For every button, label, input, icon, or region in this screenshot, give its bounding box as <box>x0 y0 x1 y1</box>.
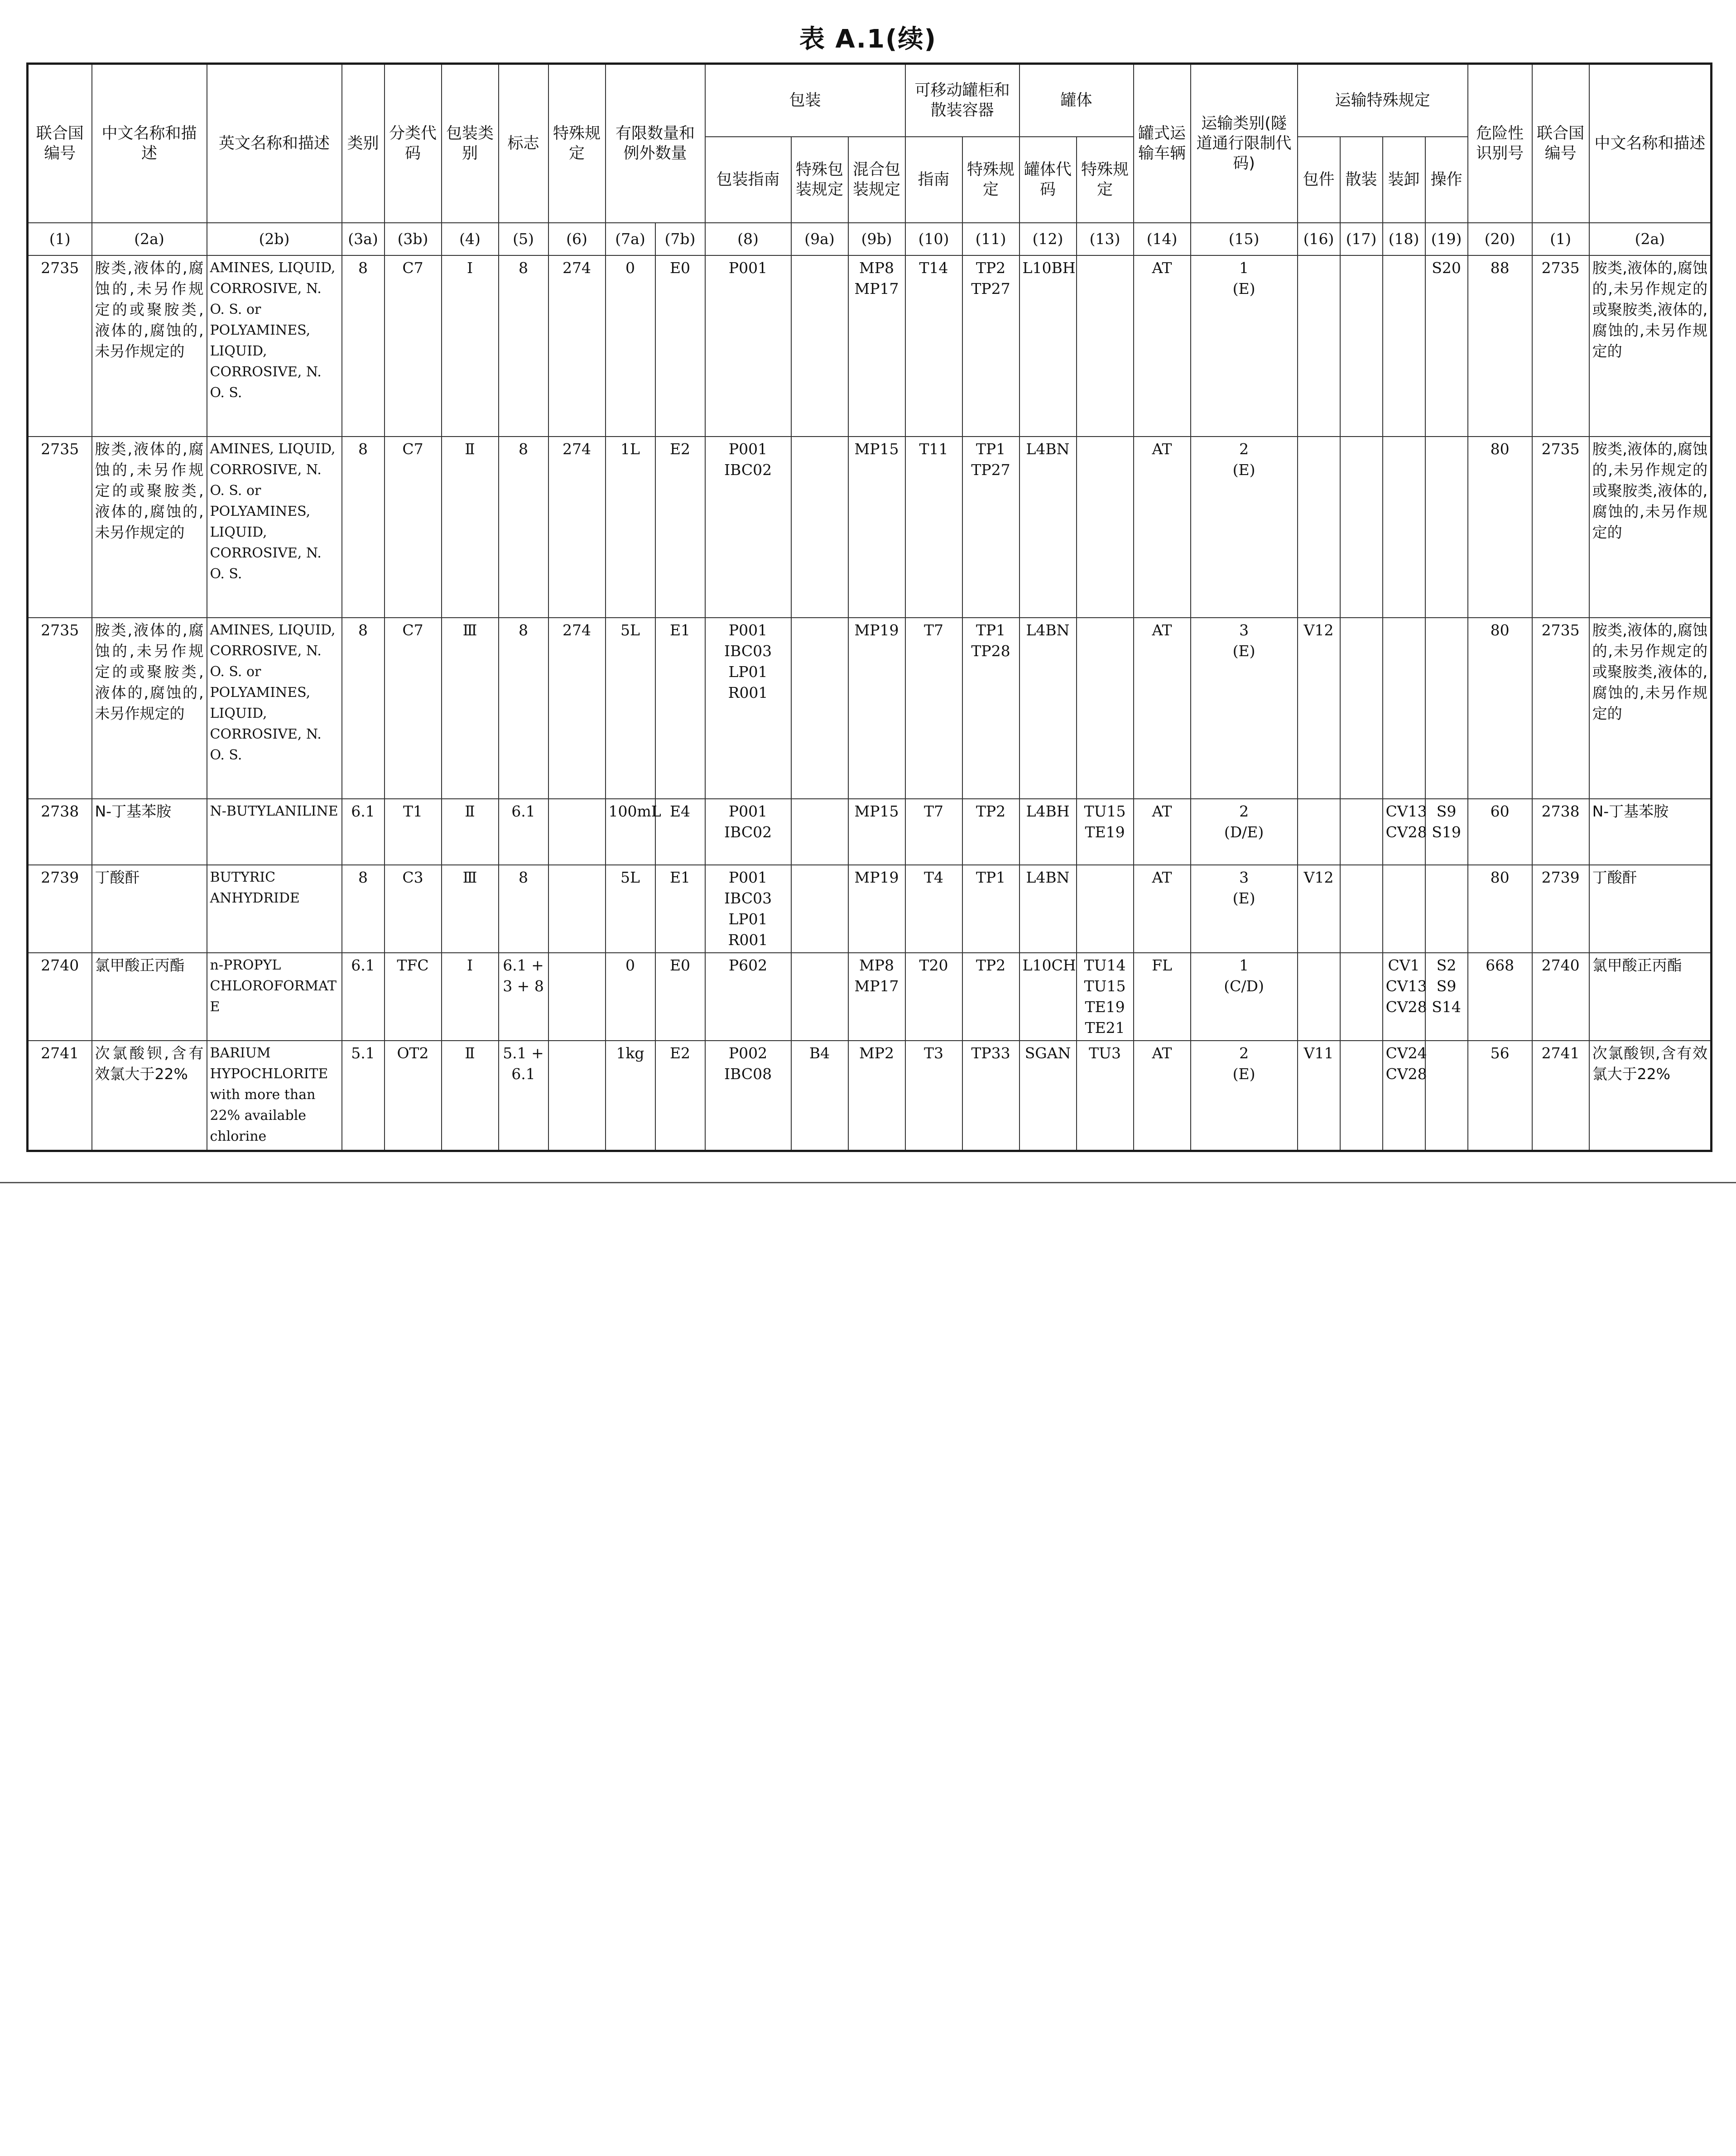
cell-name-zh-2: 丁酸酐 <box>1589 865 1712 953</box>
header-loading: 装卸 <box>1383 137 1425 223</box>
header-tank-special: 特殊规定 <box>1077 137 1134 223</box>
cell-hazard-id: 80 <box>1468 618 1532 799</box>
transport-category-value: 2 <box>1239 440 1249 458</box>
cell-tank-code: L4BN <box>1019 618 1077 799</box>
header-tank-special-provisions: 特殊规定 <box>962 137 1019 223</box>
header-transport-category: 运输类别(隧道通行限制代码) <box>1191 64 1298 223</box>
header-packing-instructions: 包装指南 <box>705 137 791 223</box>
table-row <box>28 437 1712 618</box>
cell-name-zh: 胺类,液体的,腐蚀的,未另作规定的或聚胺类,液体的,腐蚀的,未另作规定的 <box>92 255 207 437</box>
cell-label: 8 <box>499 618 548 799</box>
cell-mixed-packing: MP15 <box>848 437 905 618</box>
cell-limited-quantity: 100mL <box>606 799 655 865</box>
header-class-code: 分类代码 <box>385 64 442 223</box>
cell-special-provisions <box>548 1041 606 1151</box>
header-portable-tanks: 可移动罐柜和散装容器 <box>905 64 1019 137</box>
cell-operation <box>1425 437 1468 618</box>
cell-class-code: TFC <box>385 953 442 1041</box>
table-title: 表 A.1(续) <box>799 24 937 54</box>
column-number: (9b) <box>848 223 905 255</box>
cell-limited-quantity: 5L <box>606 865 655 953</box>
cell-special-provisions: 274 <box>548 437 606 618</box>
table-row <box>28 255 1712 437</box>
cell-vehicle: AT <box>1134 865 1191 953</box>
cell-bulk <box>1340 437 1383 618</box>
cell-transport-category <box>1191 953 1298 1041</box>
column-number: (9a) <box>791 223 848 255</box>
cell-transport-category <box>1191 865 1298 953</box>
column-number: (7a) <box>606 223 655 255</box>
column-number: (2b) <box>207 223 342 255</box>
column-number: (3a) <box>342 223 385 255</box>
cell-un-number: 2741 <box>28 1041 92 1151</box>
cell-bulk <box>1340 865 1383 953</box>
cell-tank-special: TU14 TU15 TE19 TE21 <box>1077 953 1134 1041</box>
cell-tank-special: TU15 TE19 <box>1077 799 1134 865</box>
cell-tank-code: L10CH <box>1019 953 1077 1041</box>
cell-name-en: BUTYRIC ANHYDRIDE <box>207 865 342 953</box>
cell-class-code: C3 <box>385 865 442 953</box>
header-class: 类别 <box>342 64 385 223</box>
transport-category-value: 3 <box>1239 621 1249 639</box>
column-number: (4) <box>442 223 499 255</box>
cell-name-en: AMINES, LIQUID, CORROSIVE, N. O. S. or POLYAMINES, LIQUID, CORROSIVE, N. O. S. <box>207 437 342 618</box>
cell-un-number: 2739 <box>28 865 92 953</box>
column-number: (8) <box>705 223 791 255</box>
cell-name-en: n-PROPYL CHLOROFORMATE <box>207 953 342 1041</box>
cell-hazard-id: 80 <box>1468 865 1532 953</box>
cell-label: 5.1 + 6.1 <box>499 1041 548 1151</box>
cell-packing-group: Ⅱ <box>442 799 499 865</box>
cell-name-zh-2: 胺类,液体的,腐蚀的,未另作规定的或聚胺类,液体的,腐蚀的,未另作规定的 <box>1589 618 1712 799</box>
cell-packages <box>1298 437 1340 618</box>
column-number: (20) <box>1468 223 1532 255</box>
column-number: (2a) <box>92 223 207 255</box>
cell-tank-special <box>1077 618 1134 799</box>
cell-loading: CV24 CV28 <box>1383 1041 1425 1151</box>
cell-class: 8 <box>342 437 385 618</box>
cell-transport-category <box>1191 618 1298 799</box>
cell-un-number: 2735 <box>28 255 92 437</box>
tunnel-code: (E) <box>1232 461 1255 479</box>
header-operation: 操作 <box>1425 137 1468 223</box>
cell-tank-instructions: T11 <box>905 437 962 618</box>
cell-packages <box>1298 953 1340 1041</box>
cell-loading <box>1383 618 1425 799</box>
header-limited-quantity: 有限数量和例外数量 <box>606 64 705 223</box>
column-number: (1) <box>1532 223 1589 255</box>
column-number: (2a) <box>1589 223 1712 255</box>
column-number: (13) <box>1077 223 1134 255</box>
cell-name-zh: 氯甲酸正丙酯 <box>92 953 207 1041</box>
cell-name-zh-2: 胺类,液体的,腐蚀的,未另作规定的或聚胺类,液体的,腐蚀的,未另作规定的 <box>1589 437 1712 618</box>
cell-mixed-packing: MP19 <box>848 865 905 953</box>
cell-un-number: 2735 <box>28 618 92 799</box>
cell-vehicle: AT <box>1134 799 1191 865</box>
cell-tank-special-provisions: TP2 <box>962 799 1019 865</box>
cell-un-number: 2735 <box>28 437 92 618</box>
header-un-no: 联合国编号 <box>28 64 92 223</box>
cell-label: 6.1 + 3 + 8 <box>499 953 548 1041</box>
cell-tank-special <box>1077 437 1134 618</box>
cell-packing-instructions: P602 <box>705 953 791 1041</box>
cell-excepted-quantity: E2 <box>655 1041 705 1151</box>
cell-tank-code: L4BN <box>1019 865 1077 953</box>
column-number: (12) <box>1019 223 1077 255</box>
cell-name-zh: 胺类,液体的,腐蚀的,未另作规定的或聚胺类,液体的,腐蚀的,未另作规定的 <box>92 618 207 799</box>
cell-bulk <box>1340 799 1383 865</box>
cell-special-packing <box>791 618 848 799</box>
cell-excepted-quantity: E2 <box>655 437 705 618</box>
cell-name-en: BARIUM HYPOCHLORITE with more than 22% available chlorine <box>207 1041 342 1151</box>
tunnel-code: (C/D) <box>1224 977 1264 995</box>
header-tank-code: 罐体代码 <box>1019 137 1077 223</box>
column-number: (6) <box>548 223 606 255</box>
cell-name-zh: 次氯酸钡,含有效氯大于22% <box>92 1041 207 1151</box>
cell-name-en: AMINES, LIQUID, CORROSIVE, N. O. S. or POLYAMINES, LIQUID, CORROSIVE, N. O. S. <box>207 618 342 799</box>
column-number: (11) <box>962 223 1019 255</box>
cell-tank-instructions: T20 <box>905 953 962 1041</box>
cell-excepted-quantity: E4 <box>655 799 705 865</box>
cell-hazard-id: 60 <box>1468 799 1532 865</box>
cell-tank-instructions: T3 <box>905 1041 962 1151</box>
cell-operation <box>1425 618 1468 799</box>
cell-mixed-packing: MP19 <box>848 618 905 799</box>
transport-category-value: 2 <box>1239 1044 1249 1062</box>
cell-un-number-2: 2735 <box>1532 618 1589 799</box>
cell-vehicle: AT <box>1134 255 1191 437</box>
cell-tank-special-provisions: TP1 TP27 <box>962 437 1019 618</box>
cell-limited-quantity: 5L <box>606 618 655 799</box>
cell-tank-instructions: T4 <box>905 865 962 953</box>
cell-bulk <box>1340 618 1383 799</box>
cell-tank-code: L4BH <box>1019 799 1077 865</box>
cell-mixed-packing: MP8 MP17 <box>848 255 905 437</box>
cell-hazard-id: 80 <box>1468 437 1532 618</box>
header-name-en: 英文名称和描述 <box>207 64 342 223</box>
table-row <box>28 865 1712 953</box>
cell-excepted-quantity: E1 <box>655 618 705 799</box>
cell-tank-code: L4BN <box>1019 437 1077 618</box>
header-un-no-2: 联合国编号 <box>1532 64 1589 223</box>
cell-limited-quantity: 1kg <box>606 1041 655 1151</box>
header-special-transport: 运输特殊规定 <box>1298 64 1468 137</box>
cell-packing-group: Ⅰ <box>442 953 499 1041</box>
cell-name-zh-2: 氯甲酸正丙酯 <box>1589 953 1712 1041</box>
cell-vehicle: AT <box>1134 1041 1191 1151</box>
cell-operation: S9 S19 <box>1425 799 1468 865</box>
column-number: (16) <box>1298 223 1340 255</box>
cell-bulk <box>1340 953 1383 1041</box>
cell-transport-category <box>1191 437 1298 618</box>
cell-limited-quantity: 0 <box>606 255 655 437</box>
cell-excepted-quantity: E1 <box>655 865 705 953</box>
cell-special-provisions: 274 <box>548 618 606 799</box>
transport-category-value: 1 <box>1239 956 1249 974</box>
cell-excepted-quantity: E0 <box>655 255 705 437</box>
tunnel-code: (E) <box>1232 642 1255 660</box>
column-number: (1) <box>28 223 92 255</box>
transport-category-value: 3 <box>1239 869 1249 886</box>
cell-packing-instructions: P001 <box>705 255 791 437</box>
cell-class-code: C7 <box>385 437 442 618</box>
cell-vehicle: AT <box>1134 618 1191 799</box>
cell-special-packing <box>791 437 848 618</box>
cell-tank-code: L10BH <box>1019 255 1077 437</box>
cell-class: 8 <box>342 865 385 953</box>
column-number: (3b) <box>385 223 442 255</box>
cell-tank-instructions: T14 <box>905 255 962 437</box>
cell-packing-group: Ⅰ <box>442 255 499 437</box>
cell-tank-special <box>1077 255 1134 437</box>
cell-hazard-id: 56 <box>1468 1041 1532 1151</box>
cell-class: 8 <box>342 618 385 799</box>
cell-special-packing <box>791 953 848 1041</box>
cell-loading: CV13 CV28 <box>1383 799 1425 865</box>
cell-tank-special-provisions: TP2 TP27 <box>962 255 1019 437</box>
cell-packing-group: Ⅱ <box>442 437 499 618</box>
cell-limited-quantity: 1L <box>606 437 655 618</box>
cell-operation: S20 <box>1425 255 1468 437</box>
cell-mixed-packing: MP15 <box>848 799 905 865</box>
cell-packing-instructions: P001 IBC03 LP01 R001 <box>705 618 791 799</box>
column-number: (14) <box>1134 223 1191 255</box>
cell-special-provisions <box>548 799 606 865</box>
header-tank: 罐体 <box>1019 64 1134 137</box>
cell-name-zh-2: N-丁基苯胺 <box>1589 799 1712 865</box>
tunnel-code: (E) <box>1232 1065 1255 1083</box>
cell-label: 6.1 <box>499 799 548 865</box>
cell-packages <box>1298 255 1340 437</box>
column-number: (19) <box>1425 223 1468 255</box>
column-number-row <box>28 223 1712 255</box>
cell-mixed-packing: MP8 MP17 <box>848 953 905 1041</box>
cell-class: 6.1 <box>342 799 385 865</box>
cell-tank-instructions: T7 <box>905 799 962 865</box>
cell-un-number-2: 2738 <box>1532 799 1589 865</box>
cell-tank-special-provisions: TP2 <box>962 953 1019 1041</box>
cell-name-zh-2: 胺类,液体的,腐蚀的,未另作规定的或聚胺类,液体的,腐蚀的,未另作规定的 <box>1589 255 1712 437</box>
cell-hazard-id: 668 <box>1468 953 1532 1041</box>
cell-vehicle: FL <box>1134 953 1191 1041</box>
cell-packages: V11 <box>1298 1041 1340 1151</box>
table-row <box>28 953 1712 1041</box>
cell-tank-instructions: T7 <box>905 618 962 799</box>
cell-loading <box>1383 255 1425 437</box>
header-packing-group: 包装类别 <box>442 64 499 223</box>
cell-operation: S2 S9 S14 <box>1425 953 1468 1041</box>
header-packages: 包件 <box>1298 137 1340 223</box>
cell-transport-category <box>1191 255 1298 437</box>
cell-label: 8 <box>499 255 548 437</box>
cell-bulk <box>1340 1041 1383 1151</box>
cell-special-packing <box>791 865 848 953</box>
page-rule <box>0 1182 1736 1183</box>
cell-tank-special-provisions: TP33 <box>962 1041 1019 1151</box>
header-tank-instructions: 指南 <box>905 137 962 223</box>
cell-packing-group: Ⅱ <box>442 1041 499 1151</box>
cell-un-number: 2740 <box>28 953 92 1041</box>
cell-label: 8 <box>499 865 548 953</box>
cell-operation <box>1425 865 1468 953</box>
cell-loading: CV1 CV13 CV28 <box>1383 953 1425 1041</box>
dangerous-goods-table <box>26 62 1712 1152</box>
cell-special-provisions <box>548 953 606 1041</box>
column-number: (10) <box>905 223 962 255</box>
tunnel-code: (E) <box>1232 280 1255 298</box>
header-name-zh-2: 中文名称和描述 <box>1589 64 1712 223</box>
cell-loading <box>1383 437 1425 618</box>
tunnel-code: (E) <box>1232 889 1255 907</box>
cell-un-number-2: 2741 <box>1532 1041 1589 1151</box>
cell-packages: V12 <box>1298 865 1340 953</box>
cell-class: 8 <box>342 255 385 437</box>
cell-tank-special <box>1077 865 1134 953</box>
cell-special-packing <box>791 799 848 865</box>
cell-name-zh: 胺类,液体的,腐蚀的,未另作规定的或聚胺类,液体的,腐蚀的,未另作规定的 <box>92 437 207 618</box>
cell-class-code: OT2 <box>385 1041 442 1151</box>
cell-hazard-id: 88 <box>1468 255 1532 437</box>
cell-name-zh-2: 次氯酸钡,含有效氯大于22% <box>1589 1041 1712 1151</box>
cell-packages <box>1298 799 1340 865</box>
table-row <box>28 799 1712 865</box>
cell-transport-category <box>1191 1041 1298 1151</box>
transport-category-value: 2 <box>1239 802 1249 820</box>
cell-operation <box>1425 1041 1468 1151</box>
cell-mixed-packing: MP2 <box>848 1041 905 1151</box>
cell-excepted-quantity: E0 <box>655 953 705 1041</box>
cell-un-number: 2738 <box>28 799 92 865</box>
cell-name-zh: 丁酸酐 <box>92 865 207 953</box>
cell-limited-quantity: 0 <box>606 953 655 1041</box>
column-number: (18) <box>1383 223 1425 255</box>
header-name-zh: 中文名称和描述 <box>92 64 207 223</box>
cell-tank-special-provisions: TP1 TP28 <box>962 618 1019 799</box>
cell-un-number-2: 2740 <box>1532 953 1589 1041</box>
cell-un-number-2: 2735 <box>1532 437 1589 618</box>
cell-packing-instructions: P001 IBC02 <box>705 799 791 865</box>
header-mixed-packing: 混合包装规定 <box>848 137 905 223</box>
header-packaging: 包装 <box>705 64 905 137</box>
cell-special-provisions: 274 <box>548 255 606 437</box>
header-vehicle: 罐式运输车辆 <box>1134 64 1191 223</box>
cell-tank-code: SGAN <box>1019 1041 1077 1151</box>
cell-bulk <box>1340 255 1383 437</box>
column-number: (7b) <box>655 223 705 255</box>
cell-packing-instructions: P001 IBC02 <box>705 437 791 618</box>
table-row <box>28 618 1712 799</box>
table-header <box>28 64 1712 256</box>
cell-un-number-2: 2739 <box>1532 865 1589 953</box>
cell-packing-instructions: P001 IBC03 LP01 R001 <box>705 865 791 953</box>
cell-transport-category <box>1191 799 1298 865</box>
header-bulk: 散装 <box>1340 137 1383 223</box>
cell-special-packing: B4 <box>791 1041 848 1151</box>
cell-packing-instructions: P002 IBC08 <box>705 1041 791 1151</box>
cell-name-zh: N-丁基苯胺 <box>92 799 207 865</box>
cell-class-code: C7 <box>385 618 442 799</box>
cell-tank-special: TU3 <box>1077 1041 1134 1151</box>
cell-class-code: T1 <box>385 799 442 865</box>
header-hazard-id: 危险性识别号 <box>1468 64 1532 223</box>
cell-un-number-2: 2735 <box>1532 255 1589 437</box>
cell-name-en: AMINES, LIQUID, CORROSIVE, N. O. S. or POLYAMINES, LIQUID, CORROSIVE, N. O. S. <box>207 255 342 437</box>
cell-loading <box>1383 865 1425 953</box>
column-number: (15) <box>1191 223 1298 255</box>
table-row <box>28 1041 1712 1151</box>
cell-class: 5.1 <box>342 1041 385 1151</box>
cell-special-provisions <box>548 865 606 953</box>
cell-class-code: C7 <box>385 255 442 437</box>
cell-packing-group: Ⅲ <box>442 618 499 799</box>
cell-tank-special-provisions: TP1 <box>962 865 1019 953</box>
cell-special-packing <box>791 255 848 437</box>
tunnel-code: (D/E) <box>1224 823 1264 841</box>
transport-category-value: 1 <box>1239 259 1249 277</box>
cell-packages: V12 <box>1298 618 1340 799</box>
table-body <box>28 255 1712 1151</box>
column-number: (17) <box>1340 223 1383 255</box>
header-special-packing: 特殊包装规定 <box>791 137 848 223</box>
cell-label: 8 <box>499 437 548 618</box>
cell-name-en: N-BUTYLANILINE <box>207 799 342 865</box>
header-label: 标志 <box>499 64 548 223</box>
cell-class: 6.1 <box>342 953 385 1041</box>
column-number: (5) <box>499 223 548 255</box>
cell-packing-group: Ⅲ <box>442 865 499 953</box>
header-special-provisions: 特殊规定 <box>548 64 606 223</box>
cell-vehicle: AT <box>1134 437 1191 618</box>
